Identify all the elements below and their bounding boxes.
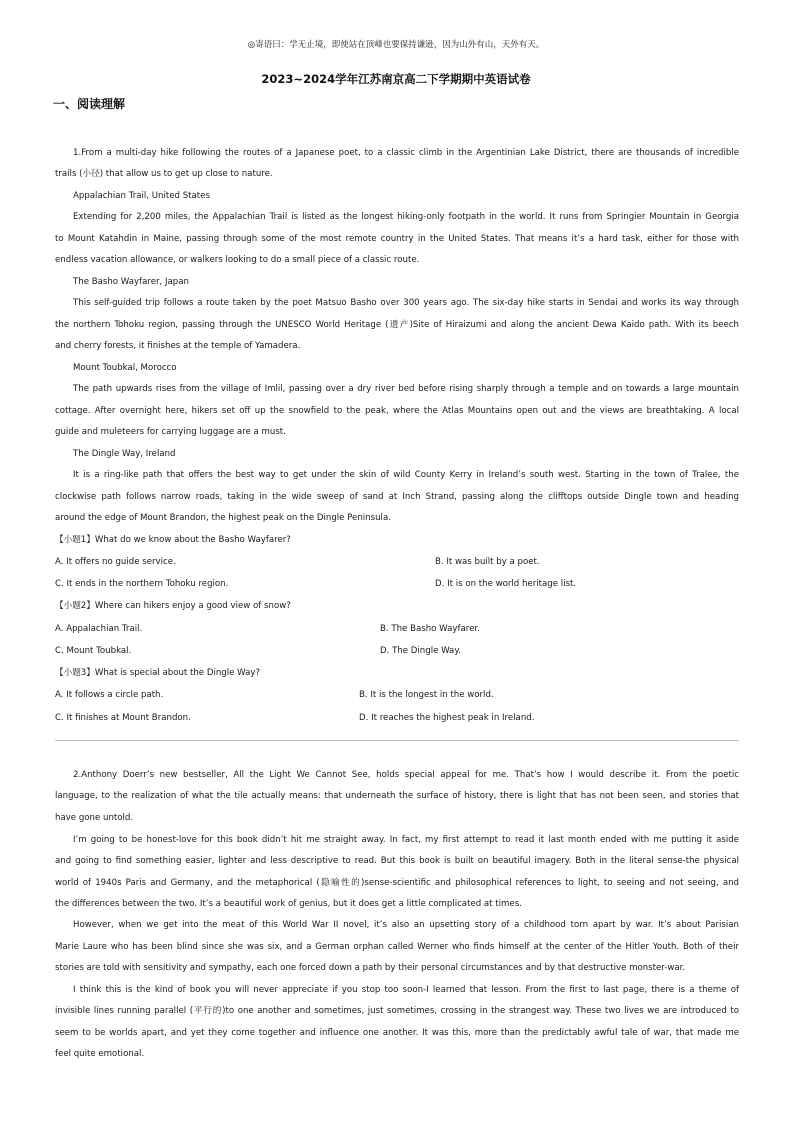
option-b[interactable]: B. It was built by a poet. xyxy=(435,557,540,567)
passage-line: have gone untold. xyxy=(55,813,134,823)
passage-line: language, to the realization of what the tile actually means: that underneath the surface of history, there is light that has not been seen, and stories that xyxy=(55,791,739,801)
option-d[interactable]: D. It is on the world heritage list. xyxy=(435,579,577,589)
option-d[interactable]: D. It reaches the highest peak in Ireland. xyxy=(359,713,535,723)
passage-line: guide and muleteers for carrying luggage are a must. xyxy=(55,427,286,437)
option-c[interactable]: C. Mount Toubkal. xyxy=(55,646,132,656)
passage-line: The path upwards rises from the village of Imlil, passing over a dry river bed before rising sharply through a temple and on towards a large mountain xyxy=(73,384,739,394)
option-b[interactable]: B. It is the longest in the world. xyxy=(359,690,494,700)
subheading: The Basho Wayfarer, Japan xyxy=(73,277,189,287)
option-a[interactable]: A. It follows a circle path. xyxy=(55,690,164,700)
option-c[interactable]: C. It finishes at Mount Brandon. xyxy=(55,713,191,723)
passage-line: It is a ring-like path that offers the best way to get under the skin of wild County Kerry in Ireland’s south west. Starting in the town of Tralee, the xyxy=(73,470,739,480)
page-title: 2023~2024学年江苏南京高二下学期期中英语试卷 xyxy=(261,72,531,86)
passage-line: and cherry forests, it finishes at the temple of Yamadera. xyxy=(55,341,301,351)
passage-line: This self-guided trip follows a route taken by the poet Matsuo Basho over 300 years ago. The six-day hike starts in Sendai and works its way through xyxy=(73,298,739,308)
option-a[interactable]: A. It offers no guide service. xyxy=(55,557,176,567)
passage-line: Marie Laure who has been blind since she was six, and a German orphan called Werner who finds himself at the center of the Hitler Youth. Both of their xyxy=(55,942,739,952)
passage-line: the differences between the two. It’s a beautiful work of genius, but it does get a little complicated at times. xyxy=(55,899,522,909)
motto: ◎寄语曰：学无止境，即使站在顶峰也要保持谦逊，因为山外有山，天外有天。 xyxy=(247,40,545,50)
passage-line: 2.Anthony Doerr’s new bestseller, All the Light We Cannot See, holds special appeal for me. That’s how I would describe it. From the poetic xyxy=(73,770,739,780)
passage-line: to Mount Katahdin in Maine, passing through some of the most remote country in the United States. That means it’s a hard task, either for those with xyxy=(55,234,739,244)
option-d[interactable]: D. The Dingle Way. xyxy=(380,646,461,656)
passage-line: endless vacation allowance, or walkers looking to do a small piece of a classic route. xyxy=(55,255,420,265)
subheading: Appalachian Trail, United States xyxy=(73,191,210,201)
question-stem: 【小题3】What is special about the Dingle Way? xyxy=(55,668,261,678)
passage-line: I think this is the kind of book you will never appreciate if you stop too soon-I learned that lesson. From the first to last page, there is a theme of xyxy=(73,985,739,995)
passage-line: and going to find something easier, lighter and less descriptive to read. But this book is built on beautiful imagery. Both in the literal sense-the physical xyxy=(55,856,739,866)
passage-line: around the edge of Mount Brandon, the highest peak on the Dingle Peninsula. xyxy=(55,513,391,523)
section-heading: 一、阅读理解 xyxy=(53,97,126,111)
option-a[interactable]: A. Appalachian Trail. xyxy=(55,624,143,634)
passage-line: Extending for 2,200 miles, the Appalachian Trail is listed as the longest hiking-only footpath in the world. It runs from Springier Mountain in Georgia xyxy=(73,212,739,222)
subheading: Mount Toubkal, Morocco xyxy=(73,363,177,373)
passage-line: the northern Tohoku region, passing through the UNESCO World Heritage (遗产)Site of Hiraizumi and along the ancient Dewa Kaido path. With its beech xyxy=(55,320,739,330)
passage-line: clockwise path follows narrow roads, taking in the wide sweep of sand at Inch Strand, passing along the clifftops outside Dingle town and heading xyxy=(55,492,739,502)
subheading: The Dingle Way, Ireland xyxy=(73,449,176,459)
question-stem: 【小题2】Where can hikers enjoy a good view of snow? xyxy=(55,601,291,611)
passage-line: seem to be worlds apart, and yet they come together and influence one another. It was this, more than the predictably awful tale of war, that made me xyxy=(55,1028,739,1038)
passage-line: I’m going to be honest-love for this book didn’t hit me straight away. In fact, my first attempt to read it last month ended with me putting it aside xyxy=(73,835,739,845)
passage-line: However, when we get into the meat of this World War II novel, it’s also an upsetting story of a childhood torn apart by war. It’s about Parisian xyxy=(73,920,739,930)
passage-line: world of 1940s Paris and Germany, and the metaphorical (隐喻性的)sense-scientific and philosophical references to light, to seeing and not seeing, and xyxy=(55,878,739,888)
passage-line: feel quite emotional. xyxy=(55,1049,145,1059)
option-c[interactable]: C. It ends in the northern Tohoku region. xyxy=(55,579,229,589)
passage-line: invisible lines running parallel (平行的)to one another and sometimes, just sometimes, crossing in the strangest way. These two lives we are introduced to xyxy=(55,1006,739,1016)
passage-line: trails (小径) that allow us to get up close to nature. xyxy=(55,169,273,179)
passage-line: 1.From a multi-day hike following the routes of a Japanese poet, to a classic climb in the Argentinian Lake District, there are thousands of incredible xyxy=(73,148,739,158)
section-divider xyxy=(55,740,739,741)
question-stem: 【小题1】What do we know about the Basho Wayfarer? xyxy=(55,535,291,545)
option-b[interactable]: B. The Basho Wayfarer. xyxy=(380,624,480,634)
passage-line: stories are told with sensitivity and sympathy, each one forced down a path by their personal circumstances and by that destructive monster-war. xyxy=(55,963,686,973)
passage-line: cottage. After overnight here, hikers set off up the snowfield to the peak, where the Atlas Mountains open out and the views are breathtaking. A local xyxy=(55,406,739,416)
